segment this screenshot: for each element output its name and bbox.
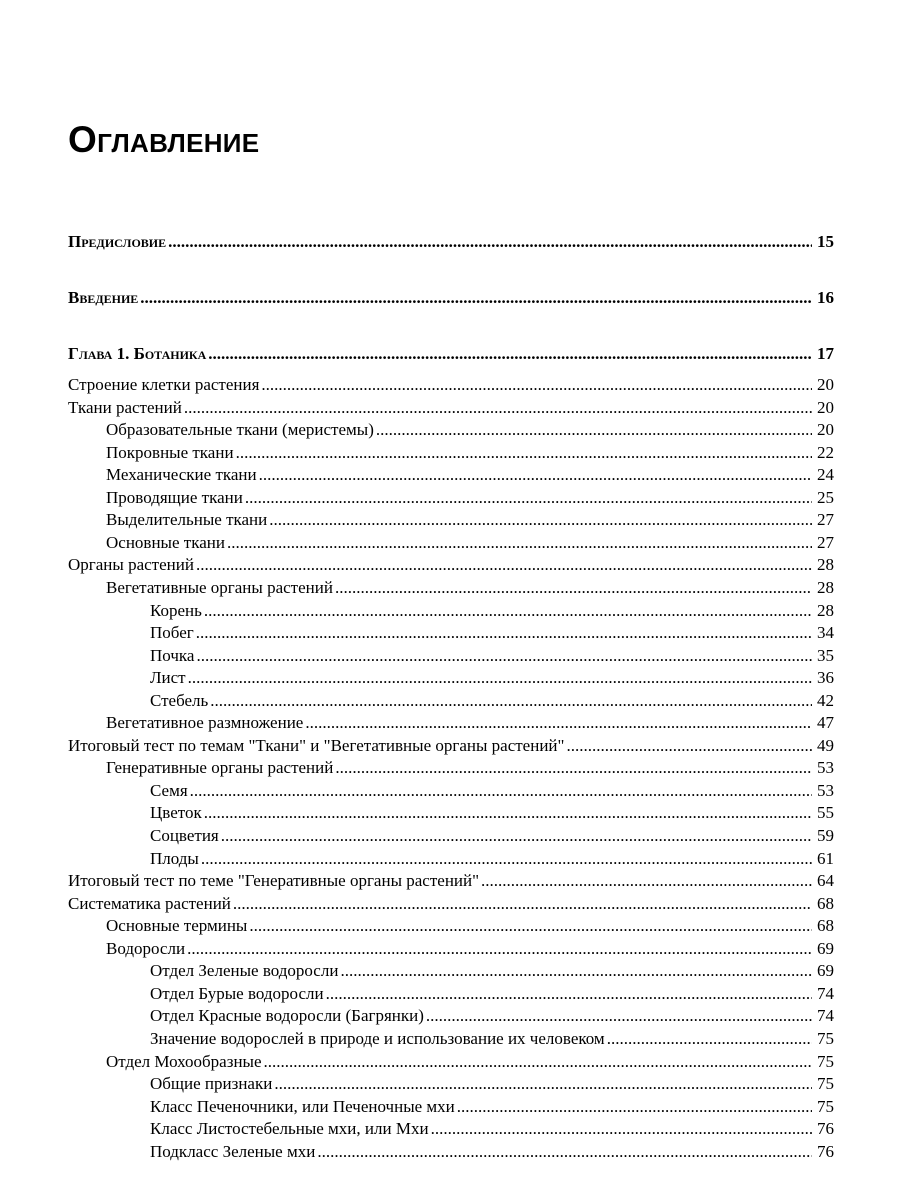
dot-leader — [269, 508, 812, 532]
toc-entry[interactable] — [68, 553, 834, 577]
toc-entry[interactable] — [68, 801, 834, 825]
toc-entry[interactable] — [68, 576, 834, 600]
toc-entry[interactable] — [68, 1050, 834, 1074]
dot-leader — [335, 576, 812, 600]
dot-leader — [196, 621, 812, 645]
dot-leader — [335, 756, 812, 780]
toc-entry-page: 55 — [817, 803, 834, 823]
toc-entry[interactable] — [68, 418, 834, 442]
toc-entry[interactable] — [68, 396, 834, 420]
toc-entry-label: Отдел Мохообразные — [106, 1051, 262, 1071]
dot-leader — [481, 869, 812, 893]
toc-entry-page: 68 — [817, 916, 834, 936]
toc-entry-page: 76 — [817, 1141, 834, 1161]
toc-entry-label: Стебель — [150, 690, 209, 710]
toc-entry-page: 27 — [817, 532, 834, 552]
toc-entry[interactable] — [68, 230, 834, 254]
dot-leader — [184, 396, 812, 420]
toc-entry-page: 53 — [817, 780, 834, 800]
toc-entry-page: 28 — [817, 577, 834, 597]
page-title: Оглавление — [68, 119, 260, 160]
toc-entry-page: 36 — [817, 668, 834, 688]
toc-entry-label: Итоговый тест по теме "Генеративные органы растений" — [68, 871, 480, 891]
toc-entry-page: 74 — [817, 1006, 834, 1026]
toc-entry-page: 75 — [817, 1096, 834, 1116]
dot-leader — [188, 666, 812, 690]
dot-leader — [190, 779, 812, 803]
dot-leader — [431, 1117, 812, 1141]
toc-entry-label: Корень — [150, 600, 202, 620]
toc-entry-page: 20 — [817, 420, 834, 440]
toc-entry[interactable] — [68, 982, 834, 1006]
toc-entry-label: Цветок — [150, 803, 202, 823]
toc-entry[interactable] — [68, 1117, 834, 1141]
toc-entry[interactable] — [68, 959, 834, 983]
dot-leader — [245, 486, 812, 510]
toc-entry-page: 20 — [817, 375, 834, 394]
toc-entry[interactable] — [68, 847, 834, 871]
toc-entry[interactable] — [68, 342, 834, 366]
toc-entry[interactable] — [68, 734, 834, 758]
dot-leader — [264, 1050, 812, 1074]
dot-leader — [196, 553, 812, 577]
toc-entry-label: Органы растений — [68, 555, 194, 575]
toc-entry-page: 34 — [817, 623, 834, 643]
toc-entry[interactable] — [68, 1072, 834, 1096]
toc-entry[interactable] — [68, 824, 834, 848]
toc-entry[interactable] — [68, 1140, 834, 1164]
dot-leader — [376, 418, 812, 442]
toc-entry-page: 27 — [817, 510, 834, 530]
toc-entry-label: Соцветия — [150, 826, 219, 845]
toc-entry-label: Значение водорослей в природе и использование их человеком — [150, 1028, 605, 1048]
toc-entry[interactable] — [68, 286, 834, 310]
dot-leader — [140, 286, 812, 310]
toc-entry-label: Основные ткани — [106, 532, 225, 552]
toc-entry[interactable] — [68, 373, 834, 397]
toc-entry[interactable] — [68, 869, 834, 893]
toc-entry-page: 17 — [817, 344, 834, 363]
dot-leader — [305, 711, 812, 735]
dot-leader — [607, 1027, 812, 1051]
toc-entry-page: 75 — [817, 1028, 834, 1048]
toc-entry-label: Генеративные органы растений — [106, 758, 334, 778]
toc-entry[interactable] — [68, 1027, 834, 1051]
toc-entry-label: Ткани растений — [68, 397, 182, 417]
toc-entry-page: 64 — [817, 871, 834, 891]
toc-entry-label: Семя — [150, 780, 188, 800]
dot-leader — [326, 982, 812, 1006]
dot-leader — [340, 959, 812, 983]
dot-leader — [259, 463, 812, 487]
toc-entry-label: Вегетативные органы растений — [106, 577, 333, 597]
toc-entry-page: 74 — [817, 983, 834, 1003]
toc-entry-page: 75 — [817, 1074, 834, 1094]
toc-entry-page: 75 — [817, 1051, 834, 1071]
toc-entry[interactable] — [68, 463, 834, 487]
toc-entry-label: Класс Печеночники, или Печеночные мхи — [150, 1096, 455, 1116]
toc-entry-page: 42 — [817, 690, 834, 710]
dot-leader — [208, 342, 812, 366]
toc-entry[interactable] — [68, 756, 834, 780]
toc-entry-label: Отдел Зеленые водоросли — [150, 961, 339, 981]
dot-leader — [204, 801, 812, 825]
toc-entry-label: Вегетативное размножение — [106, 713, 304, 733]
toc-entry-label: Отдел Бурые водоросли — [150, 983, 324, 1003]
toc-entry-label: Введение — [68, 288, 139, 307]
toc-entry[interactable] — [68, 508, 834, 532]
toc-entry-label: Покровные ткани — [106, 442, 234, 462]
dot-leader — [233, 892, 812, 916]
toc-entry-label: Класс Листостебельные мхи, или Мхи — [150, 1119, 429, 1139]
dot-leader — [221, 824, 812, 848]
toc-entry-page: 68 — [817, 893, 834, 913]
toc-entry[interactable] — [68, 779, 834, 803]
dot-leader — [201, 847, 812, 871]
toc-entry-page: 59 — [817, 826, 834, 845]
toc-entry-page: 15 — [817, 232, 834, 251]
toc-entry-page: 76 — [817, 1119, 834, 1139]
toc-entry[interactable] — [68, 644, 834, 668]
dot-leader — [249, 914, 812, 938]
dot-leader — [317, 1140, 812, 1164]
toc-entry-label: Общие признаки — [150, 1074, 273, 1094]
toc-entry-label: Отдел Красные водоросли (Багрянки) — [150, 1006, 424, 1026]
toc-entry-label: Строение клетки растения — [68, 375, 260, 394]
toc-entry-label: Итоговый тест по темам "Ткани" и "Вегетативные органы растений" — [68, 735, 565, 755]
toc-entry-label: Систематика растений — [68, 893, 231, 913]
toc-entry-label: Образовательные ткани (меристемы) — [106, 420, 374, 440]
toc-entry[interactable] — [68, 711, 834, 735]
toc-entry-page: 16 — [817, 288, 834, 307]
toc-entry[interactable] — [68, 486, 834, 510]
dot-leader — [566, 734, 812, 758]
toc-entry-label: Водоросли — [106, 938, 186, 958]
toc-entry[interactable] — [68, 531, 834, 555]
toc-entry-page: 53 — [817, 758, 834, 778]
dot-leader — [426, 1004, 812, 1028]
dot-leader — [236, 441, 812, 465]
toc-entry-label: Предисловие — [68, 232, 167, 251]
toc-entry-label: Проводящие ткани — [106, 487, 243, 507]
dot-leader — [274, 1072, 812, 1096]
toc-entry-page: 69 — [817, 938, 834, 958]
dot-leader — [168, 230, 812, 254]
toc-entry-label: Механические ткани — [106, 465, 257, 485]
toc-entry-page: 28 — [817, 600, 834, 620]
toc-entry[interactable] — [68, 666, 834, 690]
dot-leader — [227, 531, 812, 555]
toc-entry-label: Выделительные ткани — [106, 510, 268, 530]
toc-entry-label: Плоды — [150, 848, 199, 868]
toc-entry-page: 61 — [817, 848, 834, 868]
toc-entry-page: 47 — [817, 713, 834, 733]
toc-entry-label: Лист — [150, 668, 186, 688]
toc-entry[interactable] — [68, 599, 834, 623]
dot-leader — [210, 689, 812, 713]
toc-entry-label: Подкласс Зеленые мхи — [150, 1141, 316, 1161]
toc-entry[interactable] — [68, 892, 834, 916]
toc-entry-label: Глава 1. Ботаника — [68, 344, 207, 363]
toc-entry-page: 35 — [817, 645, 834, 665]
toc-entry-page: 25 — [817, 487, 834, 507]
toc-entry-page: 20 — [817, 397, 834, 417]
dot-leader — [457, 1095, 812, 1119]
toc-entry-page: 69 — [817, 961, 834, 981]
toc-entry-page: 28 — [817, 555, 834, 575]
dot-leader — [204, 599, 812, 623]
toc-entry[interactable] — [68, 441, 834, 465]
dot-leader — [196, 644, 812, 668]
toc-entry-label: Основные термины — [106, 916, 248, 936]
toc-entry[interactable] — [68, 689, 834, 713]
toc-entry-label: Побег — [150, 623, 194, 643]
toc-entry-page: 24 — [817, 465, 834, 485]
toc-entry-page: 22 — [817, 442, 834, 462]
toc-entry[interactable] — [68, 914, 834, 938]
toc-entry[interactable] — [68, 1095, 834, 1119]
toc-entry-label: Почка — [150, 645, 195, 665]
toc-entry-page: 49 — [817, 735, 834, 755]
toc-entry[interactable] — [68, 621, 834, 645]
dot-leader — [187, 937, 812, 961]
dot-leader — [261, 373, 812, 397]
toc-entry[interactable] — [68, 937, 834, 961]
toc-entry[interactable] — [68, 1004, 834, 1028]
